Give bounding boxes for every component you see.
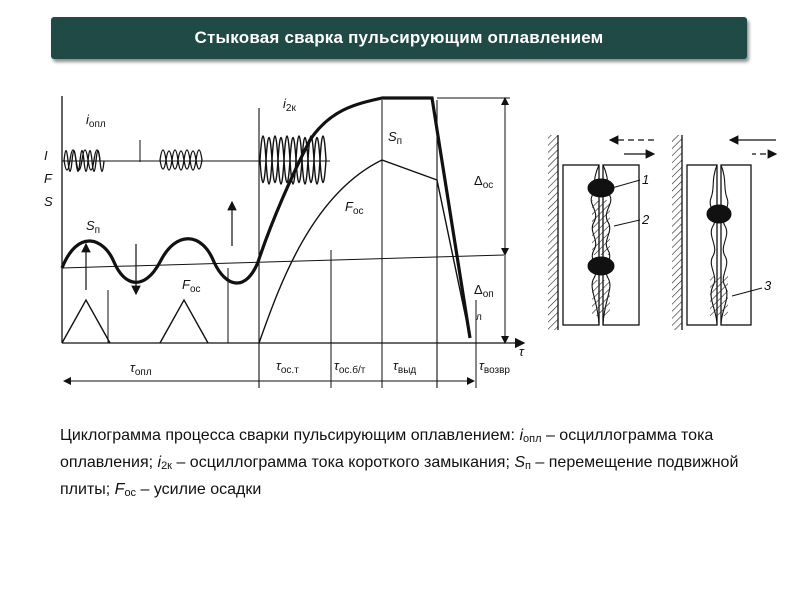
caption-text: Циклограмма процесса сварки пульсирующим оплавлением: — [60, 427, 520, 444]
caption-text: – перемещение подвижной плиты; — [60, 454, 739, 498]
label-delta-op: $\Delta_{оп}$ — [474, 282, 494, 300]
specimen-illustrations — [548, 135, 776, 330]
fixed-wall-right — [672, 135, 682, 330]
s-p-curve — [62, 239, 258, 283]
caption-sub: опл — [523, 433, 542, 445]
callout-2: 2 — [642, 212, 650, 227]
label-i-opl: $i_{опл}$ — [86, 112, 106, 130]
caption-sub: ос — [124, 487, 137, 499]
label-s-p-upper: $S_п$ — [388, 129, 403, 147]
cyclogram — [62, 96, 524, 388]
pulse-triangle — [62, 300, 110, 343]
hatch-region-2 — [710, 276, 728, 316]
slide-title: Стыковая сварка пульсирующим оплавлением — [194, 28, 604, 47]
hatch-region — [592, 280, 610, 316]
t-axis-label: τ — [519, 344, 524, 359]
y-axis-label-f: F — [44, 171, 52, 186]
hatch-region — [592, 200, 610, 255]
label-delta-op-tail: л — [476, 312, 482, 323]
caption-var: i — [157, 454, 162, 471]
caption-text: – осциллограмма тока оплавления; — [60, 427, 714, 471]
weld-bridge — [588, 257, 614, 275]
label-f-os-upper: $F_{ос}$ — [345, 199, 364, 217]
label-delta-os: $\Delta_{ос}$ — [474, 173, 494, 191]
callout-3: 3 — [764, 278, 772, 293]
interval-label-os-t: $\tau_{ос.т}$ — [276, 358, 299, 376]
fixed-wall-left — [548, 135, 558, 330]
caption-var: i — [519, 427, 524, 444]
label-i-2k: $i_{2к}$ — [283, 96, 296, 114]
y-axis-label-i: I — [44, 148, 48, 163]
interval-label-os-bt: $\tau_{ос.б/т}$ — [334, 358, 366, 376]
pulse-triangle — [160, 300, 208, 343]
callout-1: 1 — [642, 172, 650, 187]
weld-bridge-2 — [707, 205, 731, 223]
figure-caption — [60, 424, 750, 505]
interval-label-vozvr: $\tau_{возвр}$ — [479, 358, 510, 376]
interval-label-vyd: $\tau_{выд}$ — [393, 358, 417, 376]
f-os-curve — [259, 160, 470, 343]
caption-var: F — [114, 481, 125, 498]
s-p-rise — [258, 98, 470, 338]
i-opl-burst-2 — [64, 150, 100, 170]
caption-text: – осциллограмма тока короткого замыкания; — [172, 454, 515, 471]
weld-bridge — [588, 179, 614, 197]
interval-label-opl: $\tau_{опл}$ — [130, 360, 152, 378]
s-p-baseline — [62, 255, 504, 268]
label-f-os-lower: $F_{ос}$ — [182, 277, 201, 295]
caption-sub: п — [525, 460, 531, 472]
i-opl-burst-4 — [160, 151, 202, 169]
caption-text: – усилие осадки — [136, 481, 262, 498]
label-s-p-lower: $S_п$ — [86, 218, 101, 236]
y-axis-label-s: S — [44, 194, 53, 209]
caption-sub: 2к — [161, 460, 172, 472]
caption-var: S — [514, 454, 525, 471]
